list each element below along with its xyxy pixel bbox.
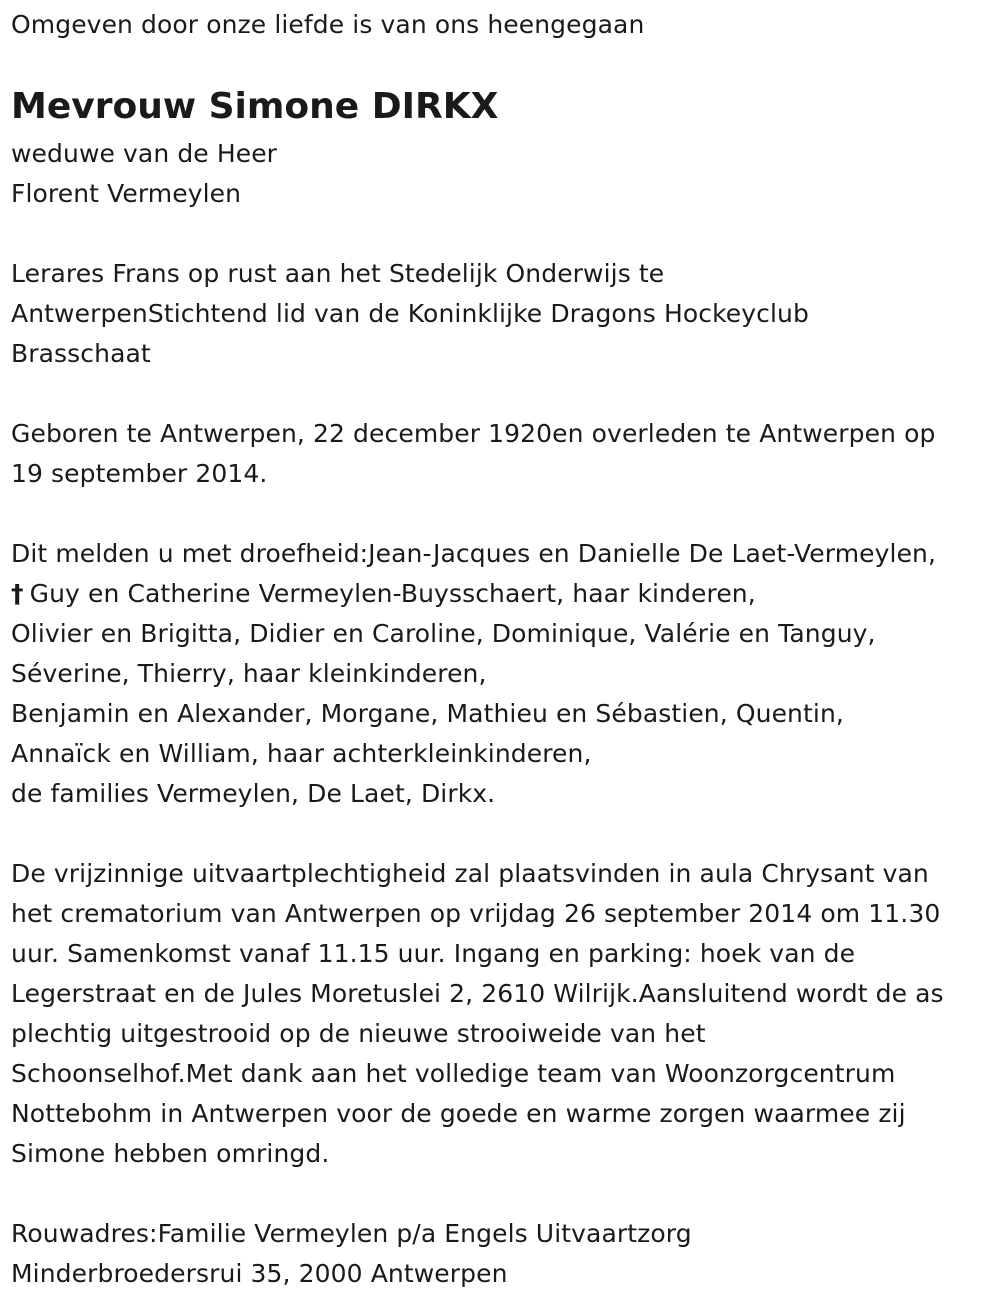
- address-block: [11, 1214, 692, 1294]
- ceremony-line: Nottebohm in Antwerpen voor de goede en warme zorgen waarmee zij: [11, 1099, 906, 1128]
- ceremony-line: Legerstraat en de Jules Moretuslei 2, 2610 Wilrijk.Aansluitend wordt de as: [11, 979, 944, 1008]
- cross-icon: †: [11, 579, 24, 608]
- profession-line: AntwerpenStichtend lid van de Koninklijke Dragons Hockeyclub: [11, 299, 809, 328]
- intro-text: Omgeven door onze liefde is van ons heengegaan: [11, 10, 645, 39]
- family-line: Dit melden u met droefheid:Jean-Jacques en Danielle De Laet-Vermeylen,: [11, 539, 937, 568]
- address-line: Rouwadres:Familie Vermeylen p/a Engels Uitvaartzorg: [11, 1219, 692, 1248]
- ceremony-line: het crematorium van Antwerpen op vrijdag 26 september 2014 om 11.30: [11, 899, 941, 928]
- family-line: Séverine, Thierry, haar kleinkinderen,: [11, 659, 487, 688]
- family-line: Olivier en Brigitta, Didier en Caroline, Dominique, Valérie en Tanguy,: [11, 619, 876, 648]
- ceremony-block: [11, 854, 944, 1174]
- deceased-name: Mevrouw Simone DIRKX: [11, 86, 499, 127]
- birth-line: 19 september 2014.: [11, 459, 268, 488]
- family-line: Annaïck en William, haar achterkleinkinderen,: [11, 739, 592, 768]
- profession-line: Lerares Frans op rust aan het Stedelijk Onderwijs te: [11, 259, 665, 288]
- profession-line: Brasschaat: [11, 339, 151, 368]
- family-line-deceased-child: [11, 574, 936, 614]
- address-line: Minderbroedersrui 35, 2000 Antwerpen: [11, 1259, 508, 1288]
- birth-line: Geboren te Antwerpen, 22 december 1920en overleden te Antwerpen op: [11, 419, 936, 448]
- spouse-line: Florent Vermeylen: [11, 179, 242, 208]
- ceremony-line: plechtig uitgestrooid op de nieuwe strooiweide van het: [11, 1019, 706, 1048]
- spouse-block: [11, 134, 277, 214]
- ceremony-line: Simone hebben omringd.: [11, 1139, 330, 1168]
- birth-block: [11, 414, 935, 494]
- ceremony-line: uur. Samenkomst vanaf 11.15 uur. Ingang en parking: hoek van de: [11, 939, 856, 968]
- profession-block: [11, 254, 809, 374]
- family-line-text: Guy en Catherine Vermeylen-Buysschaert, haar kinderen,: [29, 579, 756, 608]
- ceremony-line: Schoonselhof.Met dank aan het volledige team van Woonzorgcentrum: [11, 1059, 896, 1088]
- family-line: de families Vermeylen, De Laet, Dirkx.: [11, 779, 496, 808]
- family-block: [11, 534, 936, 814]
- spouse-line: weduwe van de Heer: [11, 139, 278, 168]
- ceremony-line: De vrijzinnige uitvaartplechtigheid zal plaatsvinden in aula Chrysant van: [11, 859, 929, 888]
- family-line: Benjamin en Alexander, Morgane, Mathieu en Sébastien, Quentin,: [11, 699, 844, 728]
